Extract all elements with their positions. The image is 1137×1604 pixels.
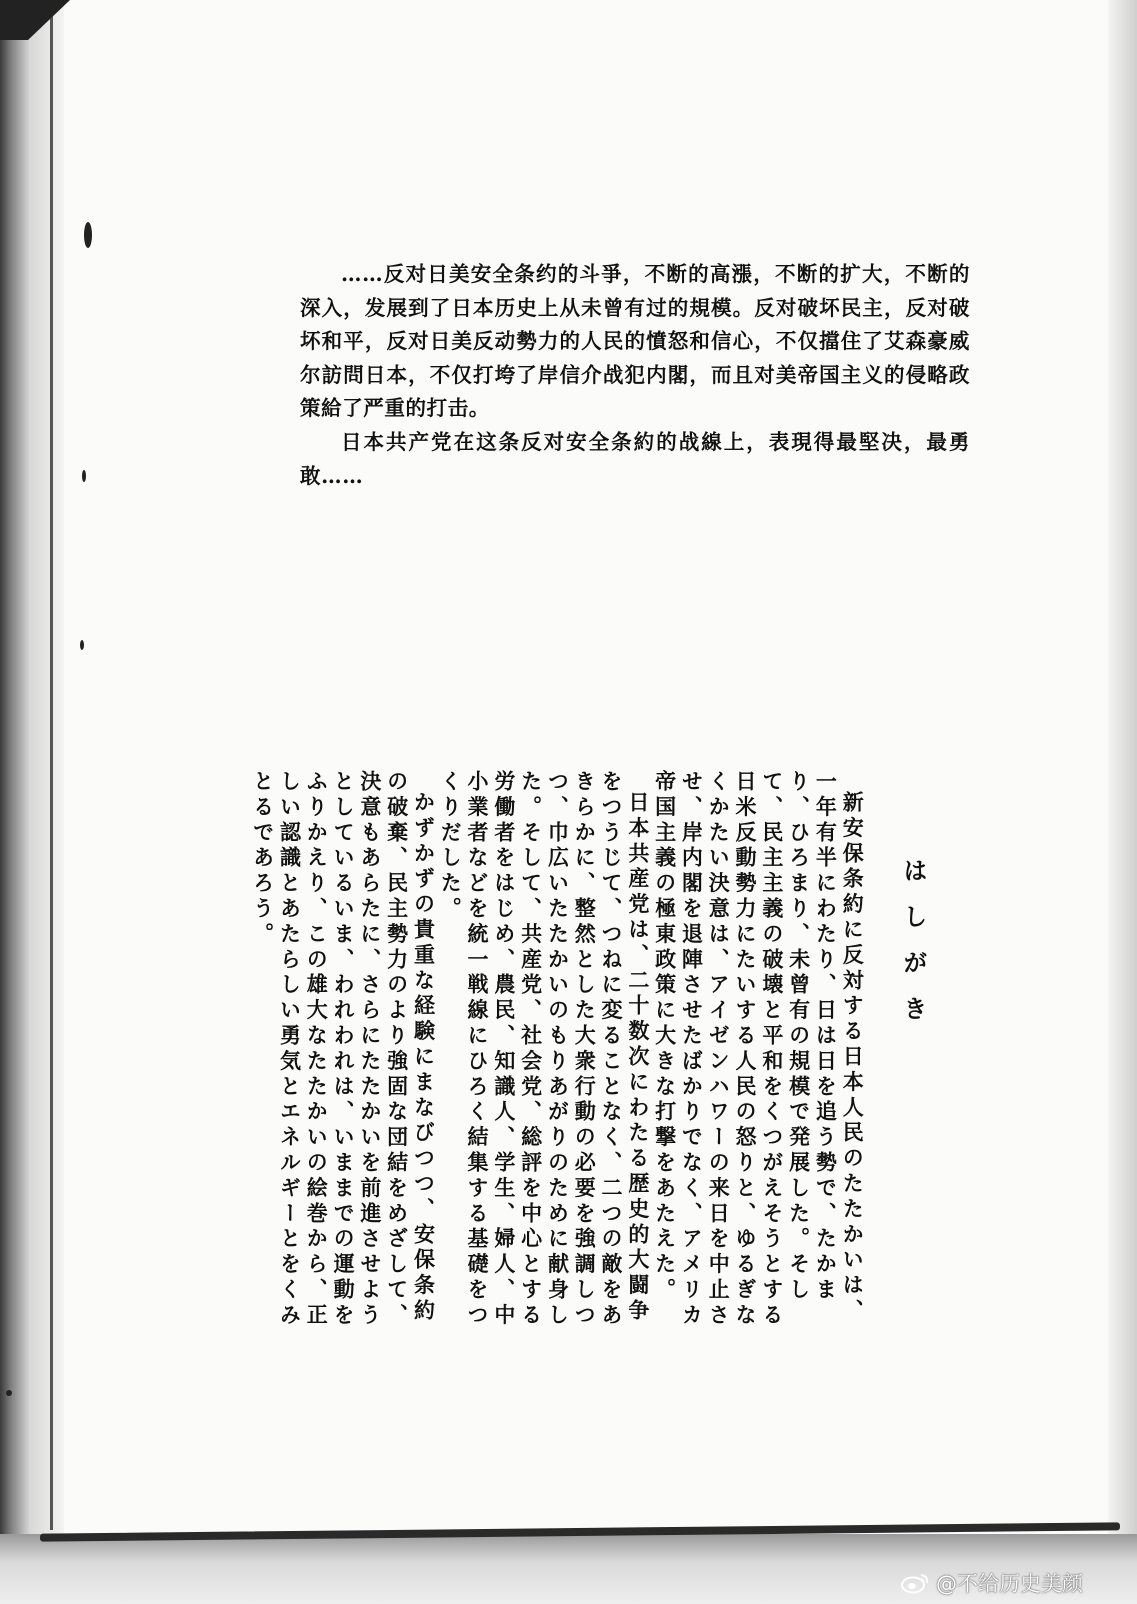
scan-speck bbox=[82, 470, 86, 482]
quote-paragraph: 日本共产党在这条反对安全条約的战線上，表現得最堅决，最勇敢…… bbox=[300, 429, 970, 488]
page-spine bbox=[50, 0, 53, 1530]
preface-title: はしがき bbox=[899, 858, 927, 1042]
chinese-quote-passage bbox=[300, 258, 970, 493]
preface-paragraph: かずかずの貴重な経験にまなびつつ、安保条約の破棄、民主勢力のより強固な団結をめざして、決意もあらたに、さらにたたかいを前進させようとしているいま、われわれは、いままでの運動をふりかえり、この雄大なたたかいの絵巻から、正しい認識とあたらしい勇気とエネルギーとをくみとるであろう。 bbox=[250, 770, 436, 1329]
scan-speck bbox=[84, 222, 92, 248]
scan-speck bbox=[6, 1390, 12, 1396]
scan-speck bbox=[80, 640, 84, 650]
watermark bbox=[900, 1568, 1083, 1598]
preface-paragraph: 新安保条約に反対する日本人民のたたかいは、一年有半にわたり、日は日を追う勢で、たかまり、ひろまり、未曾有の規模で発展した。そして、民主主義の破壊と平和をくつがえそうとする日米反動勢力にたいする人民の怒りと、ゆるぎなくかたい決意は、アイゼンハワーの来日を中止させ、岸内閣を退陣させたばかりでなく、アメリカ帝国主義の極東政策に大きな打撃をあたえた。 bbox=[652, 770, 865, 1329]
page-right-edge bbox=[1108, 0, 1137, 1540]
preface-paragraph: 日本共産党は、二十数次にわたる歴史的大闘争をつうじて、つねに変ることなく、二つの敵をあきらかに、整然とした大衆行動の必要を強調しつつ、巾広いたたかいのもりあがりのために献身した。そして、共産党、社会党、総評を中心とする労働者をはじめ、農民、知識人、学生、婦人、中小業者などを統一戦線にひろく結集する基礎をつくりだした。 bbox=[438, 770, 650, 1329]
weibo-logo-icon bbox=[900, 1572, 930, 1594]
japanese-preface bbox=[250, 770, 927, 1330]
page-left-edge bbox=[0, 0, 64, 1604]
watermark-text: @不给历史美颜 bbox=[936, 1572, 1083, 1596]
quote-paragraph: ……反对日美安全条约的斗爭，不断的高漲，不断的扩大，不断的深入，发展到了日本历史上从未曾有过的規模。反对破坏民主，反对破坏和平，反对日美反动勢力的人民的憤怒和信心，不仅擋住了艾森豪威尔訪問日本，不仅打垮了岸信介战犯内閣，而且对美帝国主义的侵略政策給了严重的打击。 bbox=[300, 262, 970, 421]
